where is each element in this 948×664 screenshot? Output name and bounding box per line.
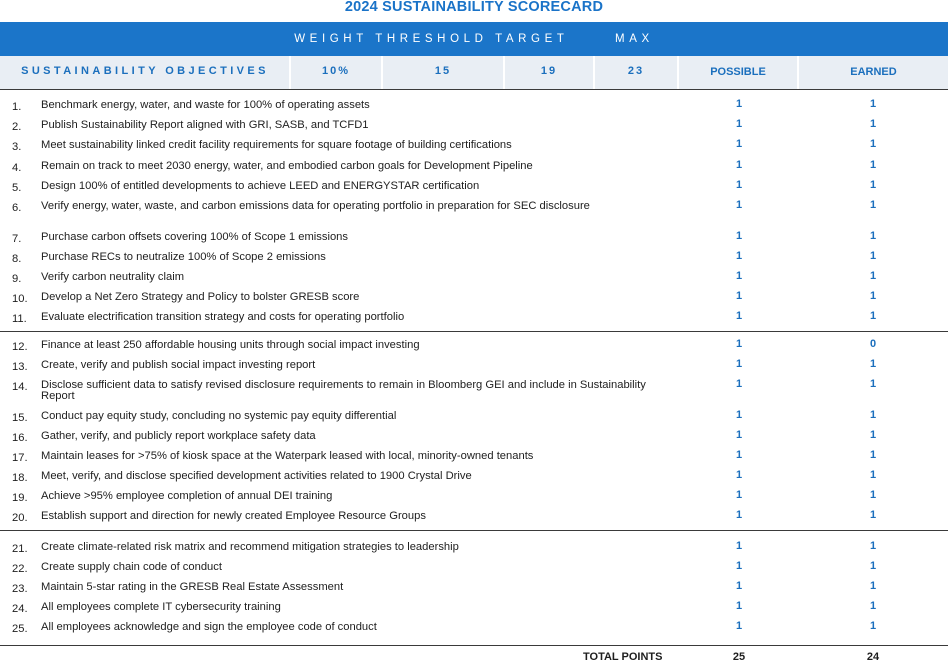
possible-value: 1 <box>735 338 743 350</box>
table-row <box>0 201 948 221</box>
objective-number: 14. <box>12 381 28 393</box>
earned-header: EARNED <box>850 66 897 78</box>
objective-number: 4. <box>12 162 22 174</box>
objective-number: 13. <box>12 361 28 373</box>
objective-text: Create supply chain code of conduct <box>41 561 222 573</box>
objective-number: 9. <box>12 273 22 285</box>
weight-header: 10% <box>321 65 351 77</box>
objective-number: 17. <box>12 452 28 464</box>
objective-number: 20. <box>12 512 28 524</box>
objective-text: Establish support and direction for newly created Employee Resource Groups <box>41 510 426 522</box>
objective-number: 15. <box>12 412 28 424</box>
objective-number: 10. <box>12 293 28 305</box>
threshold-header: 15 <box>434 65 452 77</box>
header-band: WEIGHT THRESHOLD TARGET MAX <box>0 22 948 56</box>
possible-value: 1 <box>735 409 743 421</box>
earned-value: 1 <box>869 199 877 211</box>
table-row <box>0 292 948 312</box>
table-row <box>0 140 948 160</box>
table-row <box>0 380 948 400</box>
possible-value: 1 <box>735 179 743 191</box>
table-row <box>0 562 948 582</box>
table-row <box>0 542 948 562</box>
earned-value: 1 <box>869 509 877 521</box>
table-row <box>0 491 948 511</box>
possible-value: 1 <box>735 449 743 461</box>
table-row <box>0 411 948 431</box>
objective-text: Maintain leases for >75% of kiosk space at the Waterpark leased with local, minority-owned tenants <box>41 450 534 462</box>
earned-value: 1 <box>869 270 877 282</box>
earned-value: 1 <box>869 310 877 322</box>
earned-value: 1 <box>869 620 877 632</box>
possible-value: 1 <box>735 358 743 370</box>
objective-text: Design 100% of entitled developments to achieve LEED and ENERGYSTAR certification <box>41 180 480 192</box>
table-row <box>0 100 948 120</box>
earned-value: 1 <box>869 600 877 612</box>
table-row <box>0 161 948 181</box>
objective-text: Maintain 5-star rating in the GRESB Real Estate Assessment <box>41 581 344 593</box>
earned-value: 1 <box>869 179 877 191</box>
table-row <box>0 511 948 531</box>
earned-value: 1 <box>869 560 877 572</box>
table-row <box>0 312 948 332</box>
objective-number: 6. <box>12 202 22 214</box>
objective-text: Achieve >95% employee completion of annual DEI training <box>41 490 333 502</box>
objective-text: Conduct pay equity study, concluding no systemic pay equity differential <box>41 410 397 422</box>
objective-number: 1. <box>12 101 22 113</box>
objective-text: Develop a Net Zero Strategy and Policy to bolster GRESB score <box>41 291 360 303</box>
table-row <box>0 582 948 602</box>
objective-number: 22. <box>12 563 28 575</box>
earned-value: 1 <box>869 580 877 592</box>
table-row <box>0 272 948 292</box>
possible-value: 1 <box>735 429 743 441</box>
objective-number: 25. <box>12 623 28 635</box>
possible-value: 1 <box>735 98 743 110</box>
objective-text: Verify carbon neutrality claim <box>41 271 185 283</box>
objective-number: 16. <box>12 432 28 444</box>
objective-text: Gather, verify, and publicly report workplace safety data <box>41 430 316 442</box>
table-row <box>0 471 948 491</box>
earned-value: 1 <box>869 138 877 150</box>
objective-number: 24. <box>12 603 28 615</box>
table-row <box>0 120 948 140</box>
objective-number: 7. <box>12 233 22 245</box>
table-row <box>0 252 948 272</box>
earned-value: 1 <box>869 98 877 110</box>
objectives-header: SUSTAINABILITY OBJECTIVES <box>21 65 269 77</box>
objective-text: Create climate-related risk matrix and recommend mitigation strategies to leadership <box>41 541 459 553</box>
earned-value: 1 <box>869 489 877 501</box>
earned-value: 1 <box>869 118 877 130</box>
table-row <box>0 340 948 360</box>
table-row <box>0 431 948 451</box>
earned-value: 1 <box>869 230 877 242</box>
possible-value: 1 <box>735 199 743 211</box>
possible-value: 1 <box>735 620 743 632</box>
table-row <box>0 451 948 471</box>
earned-value: 1 <box>869 159 877 171</box>
total-earned: 24 <box>866 651 880 663</box>
possible-value: 1 <box>735 509 743 521</box>
objective-text: Disclose sufficient data to satisfy revised disclosure requirements to remain in Bloomberg GEI and include in Sustainability Report <box>41 379 646 402</box>
page-title: 2024 SUSTAINABILITY SCORECARD <box>344 0 604 15</box>
possible-value: 1 <box>735 469 743 481</box>
table-row <box>0 360 948 380</box>
table-row <box>0 622 948 642</box>
objective-text: Evaluate electrification transition strategy and costs for operating portfolio <box>41 311 405 323</box>
objective-number: 5. <box>12 182 22 194</box>
section-divider <box>0 530 948 531</box>
total-points-label: TOTAL POINTS <box>583 651 663 663</box>
objective-text: Meet sustainability linked credit facility requirements for square footage of building certifications <box>41 139 512 151</box>
table-row <box>0 232 948 252</box>
possible-value: 1 <box>735 310 743 322</box>
objective-text: Finance at least 250 affordable housing units through social impact investing <box>41 339 420 351</box>
possible-header: POSSIBLE <box>710 66 766 78</box>
objective-number: 19. <box>12 492 28 504</box>
possible-value: 1 <box>735 230 743 242</box>
objective-text: Benchmark energy, water, and waste for 100% of operating assets <box>41 99 370 111</box>
objective-text: Purchase carbon offsets covering 100% of Scope 1 emissions <box>41 231 349 243</box>
possible-value: 1 <box>735 159 743 171</box>
earned-value: 1 <box>869 290 877 302</box>
earned-value: 1 <box>869 409 877 421</box>
objective-number: 11. <box>12 313 27 325</box>
objective-number: 23. <box>12 583 28 595</box>
possible-value: 1 <box>735 118 743 130</box>
objective-text: All employees complete IT cybersecurity training <box>41 601 281 613</box>
objective-text: Meet, verify, and disclose specified development activities related to 1900 Crystal Drive <box>41 470 472 482</box>
earned-value: 1 <box>869 378 877 390</box>
total-divider <box>0 645 948 646</box>
earned-value: 1 <box>869 449 877 461</box>
possible-value: 1 <box>735 250 743 262</box>
earned-value: 1 <box>869 469 877 481</box>
possible-value: 1 <box>735 290 743 302</box>
possible-value: 1 <box>735 489 743 501</box>
earned-value: 1 <box>869 429 877 441</box>
objective-text: Purchase RECs to neutralize 100% of Scope 2 emissions <box>41 251 326 263</box>
objective-number: 3. <box>12 141 22 153</box>
possible-value: 1 <box>735 378 743 390</box>
objective-text: Remain on track to meet 2030 energy, water, and embodied carbon goals for Development Pipeline <box>41 160 533 172</box>
target-header: 19 <box>540 65 558 77</box>
objective-text: Create, verify and publish social impact investing report <box>41 359 316 371</box>
earned-value: 0 <box>869 338 877 350</box>
possible-value: 1 <box>735 540 743 552</box>
earned-value: 1 <box>869 540 877 552</box>
table-row <box>0 181 948 201</box>
objective-text: Verify energy, water, waste, and carbon emissions data for operating portfolio in preparation for SEC disclosure <box>41 200 590 212</box>
possible-value: 1 <box>735 138 743 150</box>
possible-value: 1 <box>735 270 743 282</box>
objective-number: 2. <box>12 121 22 133</box>
earned-value: 1 <box>869 250 877 262</box>
objective-number: 21. <box>12 543 28 555</box>
total-possible: 25 <box>732 651 746 663</box>
possible-value: 1 <box>735 600 743 612</box>
earned-value: 1 <box>869 358 877 370</box>
objective-number: 18. <box>12 472 28 484</box>
possible-value: 1 <box>735 580 743 592</box>
objective-number: 8. <box>12 253 22 265</box>
column-headers <box>0 56 948 90</box>
section-divider <box>0 331 948 332</box>
objective-text: Publish Sustainability Report aligned with GRI, SASB, and TCFD1 <box>41 119 369 131</box>
objective-number: 12. <box>12 341 28 353</box>
max-header: 23 <box>627 65 645 77</box>
table-row <box>0 602 948 622</box>
objective-text: All employees acknowledge and sign the employee code of conduct <box>41 621 377 633</box>
possible-value: 1 <box>735 560 743 572</box>
